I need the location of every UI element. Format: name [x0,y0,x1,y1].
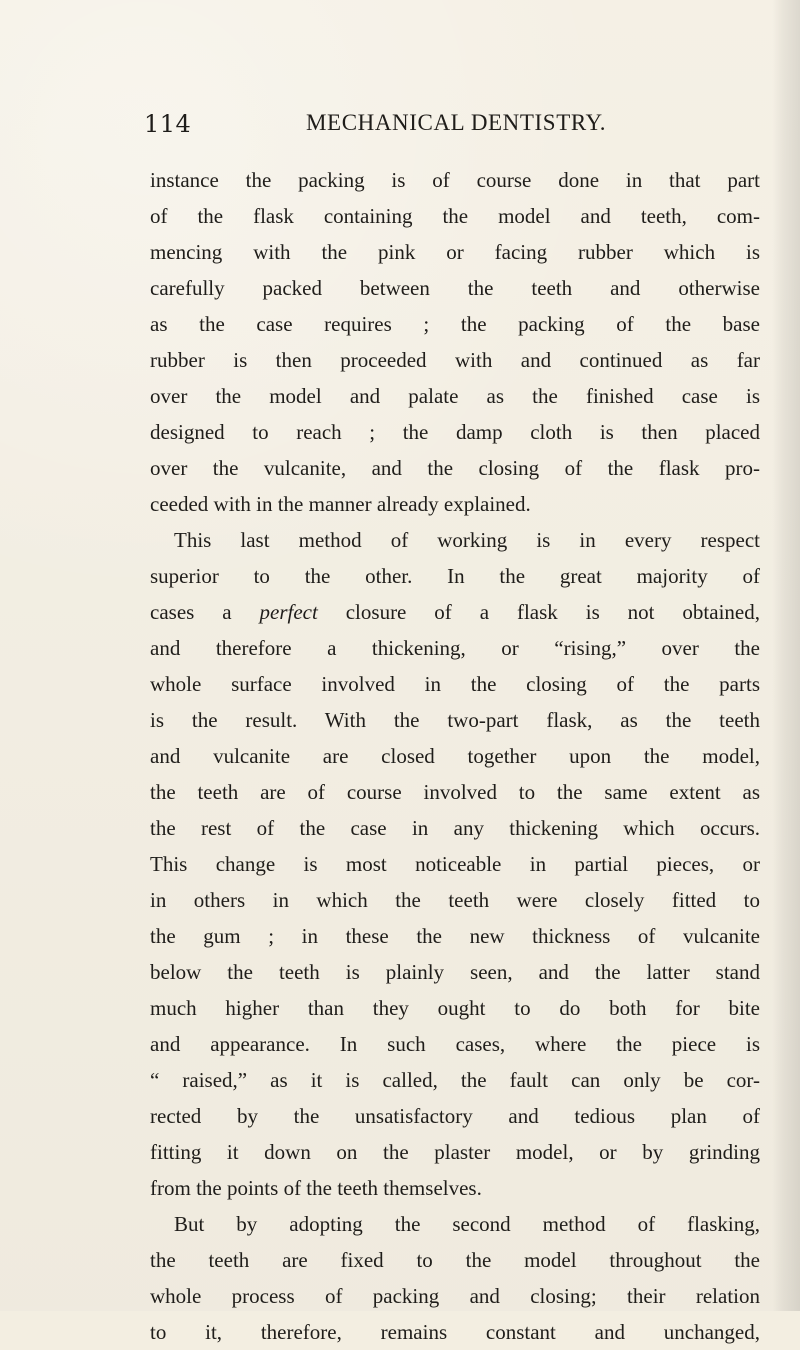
text-line: much higher than they ought to do both for bite [150,996,760,1020]
text-line: the gum ; in these the new thickness of vulcanite [150,924,760,948]
text-line: fitting it down on the plaster model, or by grinding [150,1140,760,1164]
text-line: and appearance. In such cases, where the piece is [150,1032,760,1056]
text-line: carefully packed between the teeth and otherwise [150,276,760,300]
page-header [144,104,764,144]
emphasized-word: perfect [259,600,318,624]
text-line: But by adopting the second method of flasking, [174,1212,760,1236]
text-line: to it, therefore, remains constant and unchanged, [150,1320,760,1344]
text-line-with-italic [150,594,760,630]
text-line: the teeth are fixed to the model throughout the [150,1248,760,1272]
text-line: whole surface involved in the closing of the parts [150,672,760,696]
text-line: whole process of packing and closing; their relation [150,1284,760,1308]
text-line: in others in which the teeth were closely fitted to [150,888,760,912]
text-line: below the teeth is plainly seen, and the latter stand [150,960,760,984]
text-segment: cases a [150,600,260,624]
text-line: as the case requires ; the packing of the base [150,312,760,336]
text-line: rubber is then proceeded with and continued as far [150,348,760,372]
text-line: designed to reach ; the damp cloth is then placed [150,420,760,444]
text-line: over the vulcanite, and the closing of the flask pro- [150,456,760,480]
text-line: “ raised,” as it is called, the fault can only be cor- [150,1068,760,1092]
text-line: ceeded with in the manner already explained. [150,492,531,516]
text-line: is the result. With the two-part flask, as the teeth [150,708,760,732]
running-head: MECHANICAL DENTISTRY. [306,110,607,135]
page-gutter-shadow [772,0,800,1311]
text-line: This change is most noticeable in partial pieces, or [150,852,760,876]
text-line: the teeth are of course involved to the same extent as [150,780,760,804]
text-line: and therefore a thickening, or “rising,” over the [150,636,760,660]
text-line: This last method of working is in every respect [174,528,760,552]
text-line: instance the packing is of course done in that part [150,168,760,192]
text-line: over the model and palate as the finished case is [150,384,760,408]
text-line: mencing with the pink or facing rubber which is [150,240,760,264]
text-line: superior to the other. In the great majority of [150,564,760,588]
text-segment: closure of a flask is not obtained, [317,600,760,624]
text-line: rected by the unsatisfactory and tedious plan of [150,1104,760,1128]
body-text [150,162,760,1344]
text-line: from the points of the teeth themselves. [150,1176,482,1200]
text-line: the rest of the case in any thickening which occurs. [150,816,760,840]
text-line: and vulcanite are closed together upon the model, [150,744,760,768]
page-number: 114 [144,110,192,138]
text-line: of the flask containing the model and teeth, com- [150,204,760,228]
